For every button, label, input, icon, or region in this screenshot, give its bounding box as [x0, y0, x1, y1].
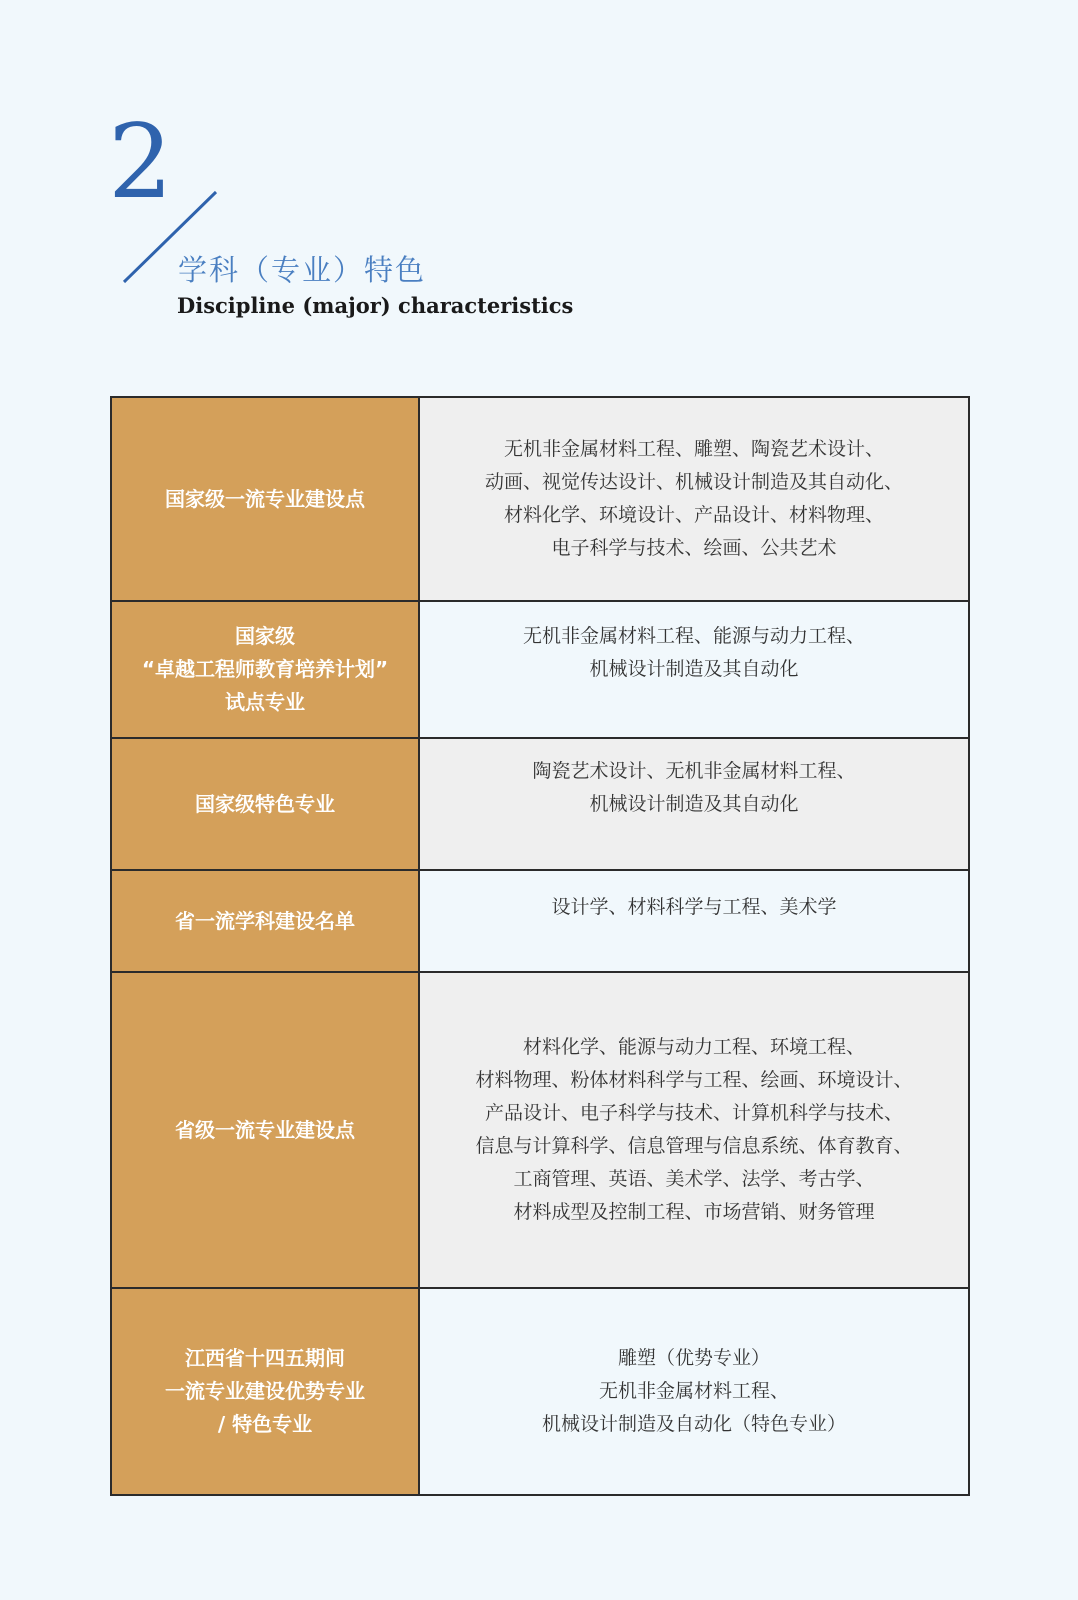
row-label-line: “卓越工程师教育培养计划”	[141, 657, 389, 681]
row-label-line: 江西省十四五期间	[185, 1346, 345, 1370]
row-content-line: 材料化学、能源与动力工程、环境工程、	[522, 1036, 865, 1058]
table-row	[111, 1288, 969, 1495]
discipline-characteristics-table	[110, 396, 970, 1496]
row-content-line: 工商管理、英语、美术学、法学、考古学、	[513, 1168, 875, 1190]
section-number: 2	[108, 103, 173, 222]
row-label-line: 国家级一流专业建设点	[165, 486, 365, 511]
section-title-english: Discipline (major) characteristics	[177, 293, 574, 318]
row-label	[111, 870, 419, 972]
row-content-line: 材料成型及控制工程、市场营销、财务管理	[513, 1201, 875, 1223]
row-content-line: 机械设计制造及其自动化	[589, 793, 799, 815]
row-label-line: / 特色专业	[217, 1412, 313, 1436]
row-content	[419, 738, 969, 870]
row-content-line: 无机非金属材料工程、雕塑、陶瓷艺术设计、	[503, 438, 884, 460]
row-label-line: 一流专业建设优势专业	[165, 1379, 365, 1403]
row-content-line: 材料物理、粉体材料科学与工程、绘画、环境设计、	[475, 1069, 913, 1091]
row-content	[419, 870, 969, 972]
section-title-chinese: 学科（专业）特色	[178, 253, 427, 287]
row-content	[419, 397, 969, 601]
table-row	[111, 397, 969, 601]
row-content-line: 机械设计制造及其自动化	[589, 658, 799, 680]
row-label-line: 省级一流专业建设点	[175, 1117, 355, 1142]
row-label-line: 国家级	[235, 624, 295, 648]
row-content	[419, 972, 969, 1288]
row-content-line: 电子科学与技术、绘画、公共艺术	[551, 537, 837, 559]
row-content	[419, 601, 969, 738]
row-content-line: 产品设计、电子科学与技术、计算机科学与技术、	[484, 1102, 903, 1124]
row-label	[111, 1288, 419, 1495]
row-content-line: 陶瓷艺术设计、无机非金属材料工程、	[532, 760, 856, 782]
table-row	[111, 870, 969, 972]
row-label	[111, 972, 419, 1288]
row-label-line: 国家级特色专业	[195, 791, 335, 816]
row-label	[111, 601, 419, 738]
row-label	[111, 738, 419, 870]
row-label-line: 试点专业	[225, 690, 305, 714]
table-row	[111, 601, 969, 738]
row-content-line: 信息与计算科学、信息管理与信息系统、体育教育、	[475, 1135, 913, 1157]
row-content-line: 无机非金属材料工程、	[598, 1380, 789, 1402]
row-content-line: 机械设计制造及自动化（特色专业）	[541, 1413, 846, 1435]
row-content	[419, 1288, 969, 1495]
row-label-line: 省一流学科建设名单	[175, 908, 355, 933]
row-label	[111, 397, 419, 601]
row-content-line: 材料化学、环境设计、产品设计、材料物理、	[503, 504, 884, 526]
row-content-line: 雕塑（优势专业）	[617, 1347, 770, 1369]
row-content-line: 无机非金属材料工程、能源与动力工程、	[522, 625, 865, 647]
row-content-line: 动画、视觉传达设计、机械设计制造及其自动化、	[484, 471, 903, 493]
table-row	[111, 972, 969, 1288]
row-content-line: 设计学、材料科学与工程、美术学	[551, 896, 837, 918]
table-row	[111, 738, 969, 870]
